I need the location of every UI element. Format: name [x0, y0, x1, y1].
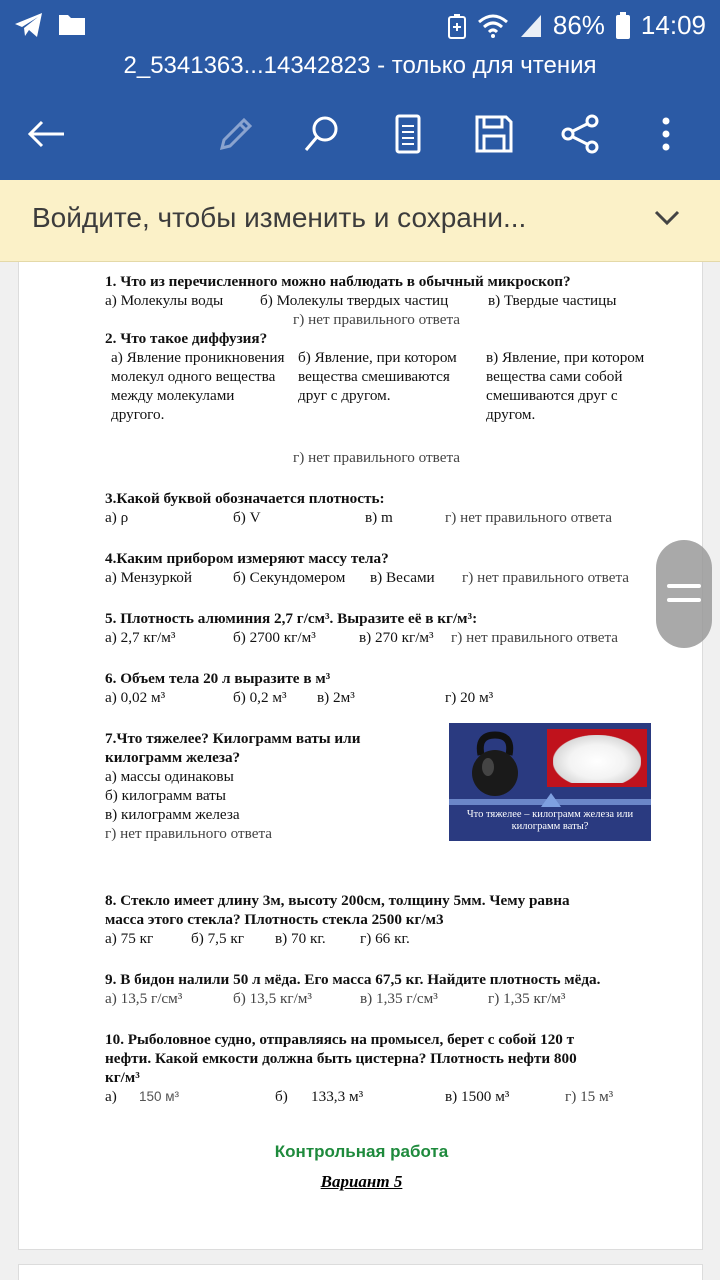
question-9	[105, 970, 665, 989]
battery-icon	[615, 12, 631, 40]
option-b: б) Молекулы твердых частиц	[260, 292, 449, 309]
option-a: а) Мензуркой	[105, 569, 192, 586]
chevron-down-icon[interactable]	[654, 210, 680, 226]
clock: 14:09	[640, 10, 706, 40]
question-6-text: 6. Объем тела 20 л выразите в м³	[105, 670, 331, 687]
option-d: г) нет правильного ответа	[105, 825, 273, 842]
option-a: а) ρ	[105, 509, 129, 526]
option-d: г) 20 м³	[445, 689, 494, 706]
option-d: г) нет правильного ответа	[293, 311, 461, 328]
footer-variant: Вариант 5	[320, 1172, 403, 1191]
option-d: г) нет правильного ответа	[451, 629, 619, 646]
pencil-icon	[216, 114, 256, 154]
question-7-line1: 7.Что тяжелее? Килограмм ваты или	[105, 730, 361, 747]
option-d: г) 15 м³	[565, 1088, 614, 1105]
mobile-view-button[interactable]	[386, 112, 430, 156]
option-a: а) массы одинаковы	[105, 768, 234, 785]
search-icon	[302, 114, 342, 154]
question-7	[105, 729, 665, 869]
question-5	[105, 609, 665, 628]
more-vertical-icon	[660, 116, 672, 152]
question-7-line2: килограмм железа?	[105, 749, 241, 766]
option-a: а) 0,02 м³	[105, 689, 166, 706]
save-button[interactable]	[472, 112, 516, 156]
option-b: б) 13,5 кг/м³	[233, 990, 312, 1007]
app-bar	[0, 0, 720, 180]
sign-in-message: Войдите, чтобы изменить и сохрани...	[32, 202, 527, 233]
question-3	[105, 489, 665, 508]
option-a: 150 м³	[139, 1089, 180, 1104]
option-d: г) нет правильного ответа	[445, 509, 613, 526]
footer-title: Контрольная работа	[274, 1142, 449, 1161]
question-8-options	[105, 929, 665, 948]
document-page	[18, 262, 703, 1250]
question-1-options	[105, 291, 665, 310]
battery-saver-icon	[447, 13, 467, 39]
option-c: в) 270 кг/м³	[359, 629, 434, 646]
cotton-wool-picture	[547, 729, 647, 787]
option-a: а) Явление проникновения молекул одного вещества между молекулами другого.	[111, 349, 285, 423]
option-a: а) 2,7 кг/м³	[105, 629, 176, 646]
toolbar	[0, 104, 720, 164]
question-2	[105, 329, 665, 348]
folder-icon	[58, 12, 86, 36]
more-button[interactable]	[644, 112, 688, 156]
option-d: г) 66 кг.	[360, 930, 410, 947]
question-10-line2: нефти. Какой емкости должна быть цистерна? Плотность нефти 800	[105, 1050, 577, 1067]
option-a: а) 75 кг	[105, 930, 154, 947]
status-bar	[0, 0, 720, 50]
question-3-options	[105, 508, 665, 527]
question-10-line1: 10. Рыболовное судно, отправляясь на промысел, берет с собой 120 т	[105, 1031, 575, 1048]
question-8-line1: 8. Стекло имеет длину 3м, высоту 200см, толщину 5мм. Чему равна	[105, 892, 570, 909]
kettlebell-icon	[463, 731, 527, 797]
option-d: г) нет правильного ответа	[293, 449, 461, 466]
search-button[interactable]	[300, 112, 344, 156]
option-a: а) Молекулы воды	[105, 292, 224, 309]
question-6-options	[105, 688, 665, 707]
option-b: б) Секундомером	[233, 569, 346, 586]
question-9-options	[105, 989, 665, 1008]
share-button[interactable]	[558, 112, 602, 156]
option-b: б) килограмм ваты	[105, 787, 227, 804]
question-4	[105, 549, 665, 568]
back-button[interactable]	[24, 112, 68, 156]
option-c: в) 1500 м³	[445, 1088, 510, 1105]
wifi-icon	[477, 13, 509, 39]
save-icon	[474, 114, 514, 154]
question-4-text: 4.Каким прибором измеряют массу тела?	[105, 550, 389, 567]
option-b: б) Явление, при котором вещества смешиваются друг с другом.	[298, 349, 457, 404]
arrow-left-icon	[26, 119, 66, 149]
telegram-icon	[14, 12, 44, 38]
question-3-text: 3.Какой буквой обозначается плотность:	[105, 490, 385, 507]
question-2-options	[105, 348, 665, 448]
question-1-text: 1. Что из перечисленного можно наблюдать в обычный микроскоп?	[105, 273, 571, 290]
question-4-options	[105, 568, 665, 587]
scroll-handle[interactable]	[656, 540, 712, 648]
option-d: г) 1,35 кг/м³	[488, 990, 566, 1007]
weight-comparison-image	[449, 723, 651, 841]
question-1	[105, 272, 665, 291]
option-b: 133,3 м³	[311, 1088, 364, 1105]
option-b: б) V	[233, 509, 261, 526]
option-b: б) 0,2 м³	[233, 689, 287, 706]
option-c: в) Весами	[370, 569, 435, 586]
question-10-options	[105, 1087, 665, 1106]
battery-percent: 86%	[552, 10, 605, 40]
option-c: в) 2м³	[317, 689, 355, 706]
edit-button[interactable]	[214, 112, 258, 156]
document-content	[105, 272, 665, 1106]
mobile-view-icon	[393, 114, 423, 154]
option-d: г) нет правильного ответа	[462, 569, 630, 586]
option-c: в) 1,35 г/см³	[360, 990, 438, 1007]
option-c: в) килограмм железа	[105, 806, 240, 823]
question-10-line3: кг/м³	[105, 1069, 140, 1086]
option-b-label: б)	[275, 1088, 288, 1105]
sign-in-banner[interactable]	[0, 180, 720, 262]
option-b: б) 2700 кг/м³	[233, 629, 316, 646]
question-8-line2: масса этого стекла? Плотность стекла 2500 кг/м3	[105, 911, 444, 928]
share-icon	[560, 114, 600, 154]
question-10	[105, 1030, 665, 1049]
document-title: 2_5341363...14342823 - только для чтения	[123, 52, 597, 79]
question-6	[105, 669, 665, 688]
option-c: в) Твердые частицы	[488, 292, 617, 309]
question-5-options	[105, 628, 665, 647]
image-caption: Что тяжелее – килограмм железа или килограмм ваты?	[466, 809, 634, 832]
option-c: в) 70 кг.	[275, 930, 326, 947]
option-b: б) 7,5 кг	[191, 930, 244, 947]
option-c: в) m	[365, 509, 393, 526]
option-a: а) 13,5 г/см³	[105, 990, 183, 1007]
question-9-text: 9. В бидон налили 50 л мёда. Его масса 67,5 кг. Найдите плотность мёда.	[105, 971, 601, 988]
option-a-label: а)	[105, 1088, 117, 1105]
signal-icon	[519, 13, 543, 39]
question-8	[105, 891, 665, 910]
option-c: в) Явление, при котором вещества сами собой смешиваются друг с другом.	[486, 349, 645, 423]
next-page	[18, 1264, 703, 1280]
question-2-text: 2. Что такое диффузия?	[105, 330, 268, 347]
question-5-text: 5. Плотность алюминия 2,7 г/см³. Выразите её в кг/м³:	[105, 610, 478, 627]
